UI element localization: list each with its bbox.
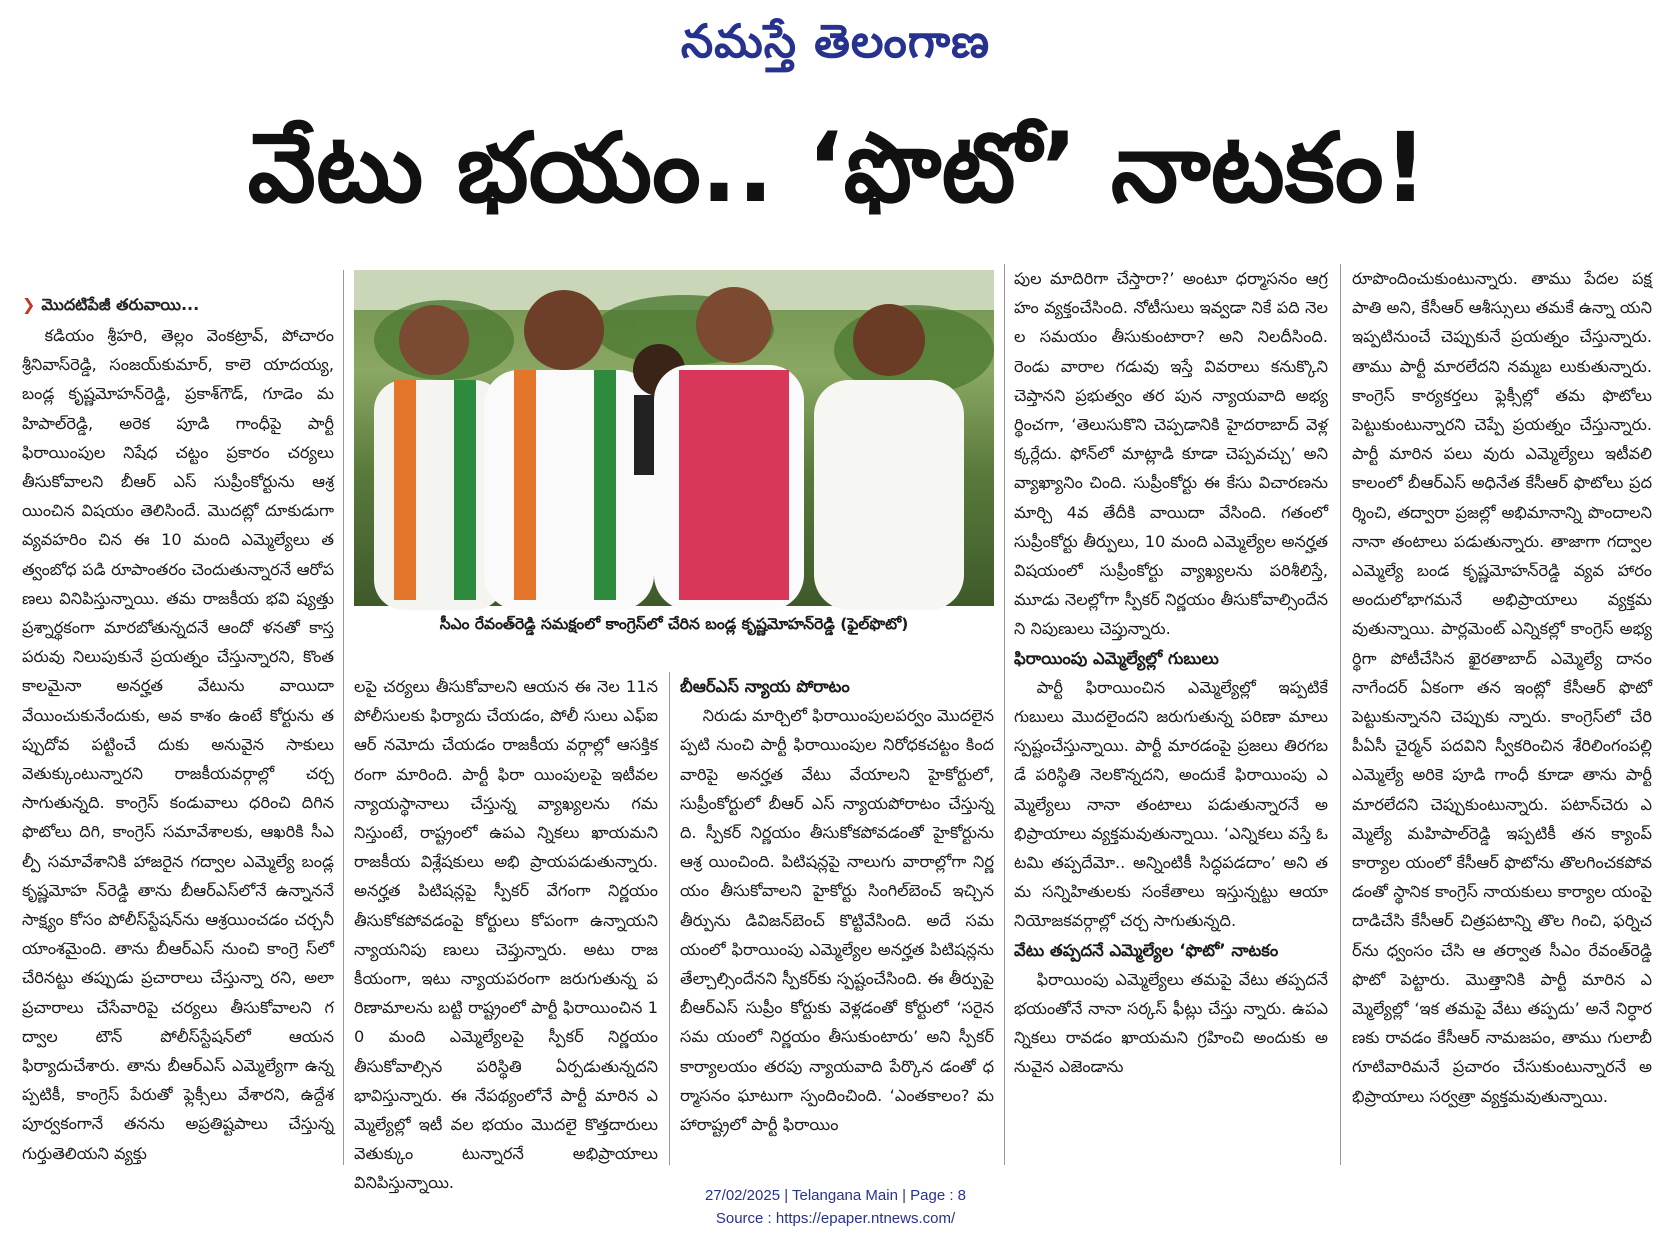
- article-text: పుల మాదిరిగా చేస్తారా?’ అంటూ ధర్మాసనం ఆగ్రహం వ్యక్తంచేసింది. నోటీసులు ఇవ్వడా నికే పది నెలల సమయం తీసుకుంటారా? అని నిలదీసింది. రెండు వారాల గడువు ఇస్తే వివరాలు కనుక్కొని చెప్తానని ప్రభుత్వం తర పున న్యాయవాది అభ్యర్థించగా, ‘తెలుసుకొని చెప్పడానికి హైదరాబాద్ వెళ్లక్కర్లేదు. ఫోన్‌లో మాట్లాడి కూడా చెప్పవచ్చు’ అని వ్యాఖ్యానిం చింది. సుప్రీంకోర్టు ఈ కేసు విచారణను మార్చి 4వ తేదీకి వాయిదా వేసింది. గతంలో సుప్రీంకోర్టు తీర్పులు, 10 మంది ఎమ్మెల్యేల అనర్హత విషయంలో సుప్రీంకోర్టు వ్యాఖ్యలను పరిశీలిస్తే, మూడు నెలల్లోగా స్పీకర్ నిర్ణయం తీసుకోవాల్సిందేనని నిపుణులు చెప్తున్నారు.: [1014, 269, 1328, 639]
- continued-from-label: ❯ మొదటిపేజీ తరువాయి...: [22, 295, 200, 314]
- headline: వేటు భయం.. ‘ఫొటో’ నాటకం!: [247, 112, 1428, 224]
- photo-caption: సీఎం రేవంత్‌రెడ్డి సమక్షంలో కాంగ్రెస్‌లో చేరిన బండ్ల కృష్ణమోహన్‌రెడ్డి (ఫైల్‌ఫొటో): [439, 615, 909, 633]
- photo-illustration: [354, 270, 994, 606]
- footer-date-line: 27/02/2025 | Telangana Main | Page : 8: [704, 1187, 967, 1204]
- article-text: కడియం శ్రీహరి, తెల్లం వెంకట్రావ్, పోచారం శ్రీనివాస్‌రెడ్డి, సంజయ్‌కుమార్, కాలె యాదయ్య, బండ్ల కృష్ణమోహన్‌రెడ్డి, ప్రకాశ్‌గౌడ్, గూడెం మహిపాల్‌రెడ్డి, అరెక పూడి గాంధీపై పార్టీ ఫిరాయింపుల నిషేధ చట్టం ప్రకారం చర్యలు తీసుకోవాలని బీఆర్ ఎస్ సుప్రీంకోర్టును ఆశ్రయించిన విషయం తెలిసిందే. మొదట్లో దూకుడుగా వ్యవహరిం చిన ఈ 10 మంది ఎమ్మెల్యేలు తత్వంబోధ పడి రూపాంతరం చెందుతున్నారనే ఆరోప ణలు వినిపిస్తున్నాయి. తమ రాజకీయ భవి ష్యత్తు ప్రశ్నార్థకంగా మారబోతున్నదనే ఆందో ళనతో కాస్త పరువు నిలుపుకునే ప్రయత్నం చేస్తున్నారని, కొంతకాలమైనా అనర్హత వేటును వాయిదా వేయించుకునేందుకు, అవ కాశం ఉంటే కోర్టును తప్పుదోవ పట్టించే దుకు అనువైన సాకులు వెతుక్కుంటున్నారని రాజకీయవర్గాల్లో చర్చ సాగుతున్నది. కాంగ్రెస్ కండువాలు ధరించి దిగిన ఫొటోలు దిగి, కాంగ్రెస్ సమావేశాలకు, ఆఖరికి సీఎల్పీ సమావేశానికి హాజరైన గద్వాల ఎమ్మెల్యే బండ్ల కృష్ణమోహ న్‌రెడ్డి తాను బీఆర్‌ఎస్‌లోనే ఉన్నాననే సాక్ష్యం కోసం పోలీస్‌స్టేషన్‌ను ఆశ్రయించడం చర్చనీ యాంశమైంది. తాను బీఆర్‌ఎస్ నుంచి కాంగ్రె స్‌లో చేరినట్టు తప్పుడు ప్రచారాలు చేస్తున్నా రని, అలా ప్రచారాలు చేసేవారిపై చర్యలు తీసుకోవాలని గద్వాల టౌన్ పోలీస్‌స్టేషన్‌లో ఆయన ఫిర్యాదుచేశారు. తాను బీఆర్‌ఎస్ ఎమ్మెల్యేగా ఉన్నప్పటికీ, కాంగ్రెస్ పేరుతో ఫ్లెక్సీలు వేశారని, ఉద్దేశపూర్వకంగానే తనను అప్రతిష్టపాలు చేస్తున్న గుర్తుతెలియని వ్యక్తు: [22, 326, 334, 1163]
- section-heading: బీఆర్‌ఎస్ న్యాయ పోరాటం: [680, 677, 850, 696]
- column-rule: [1340, 264, 1341, 1165]
- article-photo: [354, 270, 994, 606]
- article-text: ఫిరాయింపు ఎమ్మెల్యేలు తమపై వేటు తప్పదనే భయంతోనే నానా సర్కస్ ఫీట్లు చేస్తు న్నారు. ఉపఎన్నికలు రావడం ఖాయమని గ్రహించి అందుకు అనువైన ఎజెండాను: [1014, 969, 1328, 1077]
- column-rule: [669, 672, 670, 1165]
- article-text: పార్టీ ఫిరాయించిన ఎమ్మెల్యేల్లో ఇప్పటికే గుబులు మొదలైందని జరుగుతున్న పరిణా మాలు స్పష్టంచేస్తున్నాయి. పార్టీ మారడంపై ప్రజలు తిరగబడే పరిస్థితి నెలకొన్నదని, అందుకే ఫిరాయింపు ఎమ్మెల్యేలు నానా తంటాలు పడుతున్నారనే అభిప్రాయాలు వ్యక్తమవుతున్నాయి. ‘ఎన్నికలు వస్తే ఓటమి తప్పదేమో.. అన్నింటికీ సిద్ధపడదాం’ అని తమ సన్నిహితులకు సంకేతాలు ఇస్తున్నట్టు ఆయా నియోజకవర్గాల్లో చర్చ సాగుతున్నది.: [1014, 677, 1328, 931]
- article-column-5: [1352, 264, 1652, 1167]
- article-column-2: [354, 672, 658, 1193]
- footer-source-line: Source : https://epaper.ntnews.com/: [715, 1210, 956, 1227]
- column-rule: [1004, 264, 1005, 1165]
- column-rule: [343, 270, 344, 1165]
- masthead-logo: నమస్తే తెలంగాణ: [680, 14, 991, 68]
- article-column-3: [680, 672, 994, 1167]
- section-heading: వేటు తప్పదనే ఎమ్మెల్యేల ‘ఫొటో’ నాటకం: [1014, 940, 1279, 960]
- section-heading: ఫిరాయింపు ఎమ్మెల్యేల్లో గుబులు: [1014, 648, 1219, 668]
- arrow-icon: ❯: [22, 295, 36, 314]
- article-column-1: [22, 292, 334, 1167]
- article-column-4: [1014, 264, 1328, 1167]
- article-text: రూపొందించుకుంటున్నారు. తాము పేదల పక్షపాతి అని, కేసీఆర్ ఆశీస్సులు తమకే ఉన్నా యని ఇప్పటినుంచే చెప్పుకునే ప్రయత్నం చేస్తున్నారు. తాము పార్టీ మారలేదని నమ్మబ లుకుతున్నారు. కాంగ్రెస్ కార్యకర్తలు ఫ్లెక్సీల్లో తమ ఫొటోలు పెట్టుకుంటున్నారని చెప్పే ప్రయత్నం చేస్తున్నారు. పార్టీ మారిన పలు వురు ఎమ్మెల్యేలు ఇటీవలి కాలంలో బీఆర్‌ఎస్ అధినేత కేసీఆర్ ఫొటోలు ప్రదర్శించి, తద్వారా ప్రజల్లో అభిమానాన్ని పొందాలని నానా తంటాలు పడుతున్నారు. తాజాగా గద్వాల ఎమ్మెల్యే బండ కృష్ణమోహన్‌రెడ్డి వ్యవ హారం అందులోభాగమనే అభిప్రాయాలు వ్యక్తమవుతున్నాయి. పార్లమెంట్ ఎన్నికల్లో కాంగ్రెస్ అభ్యర్థిగా పోటీచేసిన ఖైరతాబాద్ ఎమ్మెల్యే దానం నాగేందర్ ఏకంగా తన ఇంట్లో కేసీఆర్ ఫొటో పెట్టుకున్నానని చెప్పుకు న్నారు. కాంగ్రెస్‌లో చేరి పీఏసీ చైర్మన్ పదవిని స్వీకరించిన శేరిలింగంపల్లి ఎమ్మెల్యే అరికె పూడి గాంధీ కూడా తాను పార్టీ మారలేదని చెప్పుకుంటున్నారు. పటాన్‌చెరు ఎమ్మెల్యే మహిపాల్‌రెడ్డి ఇప్పటికీ తన క్యాంప్ కార్యాల యంలో కేసీఆర్ ఫొటోను తొలగించకపోవ డంతో స్థానిక కాంగ్రెస్ నాయకులు కార్యాల యంపై దాడిచేసి కేసీఆర్ చిత్రపటాన్ని తొల గించి, ఫర్నిచర్‌ను ధ్వంసం చేసి ఆ తర్వాత సీఎం రేవంత్‌రెడ్డి ఫొటో పెట్టారు. మొత్తానికి పార్టీ మారిన ఎమ్మెల్యేల్లో ‘ఇక తమపై వేటు తప్పదు’ అనే నిర్ధారణకు రావడం కేసీఆర్ నామజపం, తాము గులాబీ గూటివారిమనే ప్రచారం చేసుకుంటున్నారనే అభిప్రాయాలు సర్వత్రా వ్యక్తమవుతున్నాయి.: [1352, 269, 1652, 1106]
- article-text: నిరుడు మార్చిలో ఫిరాయింపులపర్వం మొదలైనప్పటి నుంచి పార్టీ ఫిరాయింపుల నిరోధకచట్టం కింద వారిపై అనర్హత వేటు వేయాలని హైకోర్టులో, సుప్రీంకోర్టులో బీఆర్ ఎస్ న్యాయపోరాటం చేస్తున్నది. స్పీకర్ నిర్ణయం తీసుకోకపోవడంతో హైకోర్టును ఆశ్ర యించింది. పిటిషన్లపై నాలుగు వారాల్లోగా నిర్ణయం తీసుకోవాలని హైకోర్టు సింగిల్‌బెంచ్ ఇచ్చిన తీర్పును డివిజన్‌బెంచ్ కొట్టివేసింది. అదే సమయంలో ఫిరాయింపు ఎమ్మెల్యేల అనర్హత పిటిషన్లను తేల్చాల్సిందేనని స్పీకర్‌కు స్పష్టంచేసింది. ఈ తీర్పుపై బీఆర్‌ఎస్ సుప్రీం కోర్టుకు వెళ్లడంతో కోర్టులో ‘సరైన సమ యంలో నిర్ణయం తీసుకుంటారు’ అని స్పీకర్ కార్యాలయం తరపు న్యాయవాది పేర్కొన డంతో ధర్మాసనం ఘాటుగా స్పందించింది. ‘ఎంతకాలం? మహారాష్ట్రలో పార్టీ ఫిరాయిం: [680, 706, 994, 1135]
- article-text: లపై చర్యలు తీసుకోవాలని ఆయన ఈ నెల 11న పోలీసులకు ఫిర్యాదు చేయడం, పోలీ సులు ఎఫ్‌ఐఆర్ నమోదు చేయడం రాజకీయ వర్గాల్లో ఆసక్తికరంగా మారింది. పార్టీ ఫిరా యింపులపై ఇటీవల న్యాయస్థానాలు చేస్తున్న వ్యాఖ్యలను గమనిస్తుంటే, రాష్ట్రంలో ఉపఎ న్నికలు ఖాయమని రాజకీయ విశ్లేషకులు అభి ప్రాయపడుతున్నారు. అనర్హత పిటిషన్లపై స్పీకర్ వేగంగా నిర్ణయం తీసుకోకపోవడంపై కోర్టులు కోపంగా ఉన్నాయని న్యాయనిపు ణులు చెప్తున్నారు. అటు రాజకీయంగా, ఇటు న్యాయపరంగా జరుగుతున్న పరిణామాలను బట్టి రాష్ట్రంలో పార్టీ ఫిరాయించిన 10 మంది ఎమ్మెల్యేలపై స్పీకర్ నిర్ణయం తీసుకోవాల్సిన పరిస్థితి ఏర్పడుతున్నదని భావిస్తున్నారు. ఈ నేపథ్యంలోనే పార్టీ మారిన ఎమ్మెల్యేల్లో ఇటీ వల భయం మొదలై కొత్తదారులు వెతుక్కుం టున్నారనే అభిప్రాయాలు వినిపిస్తున్నాయి.: [354, 677, 658, 1193]
